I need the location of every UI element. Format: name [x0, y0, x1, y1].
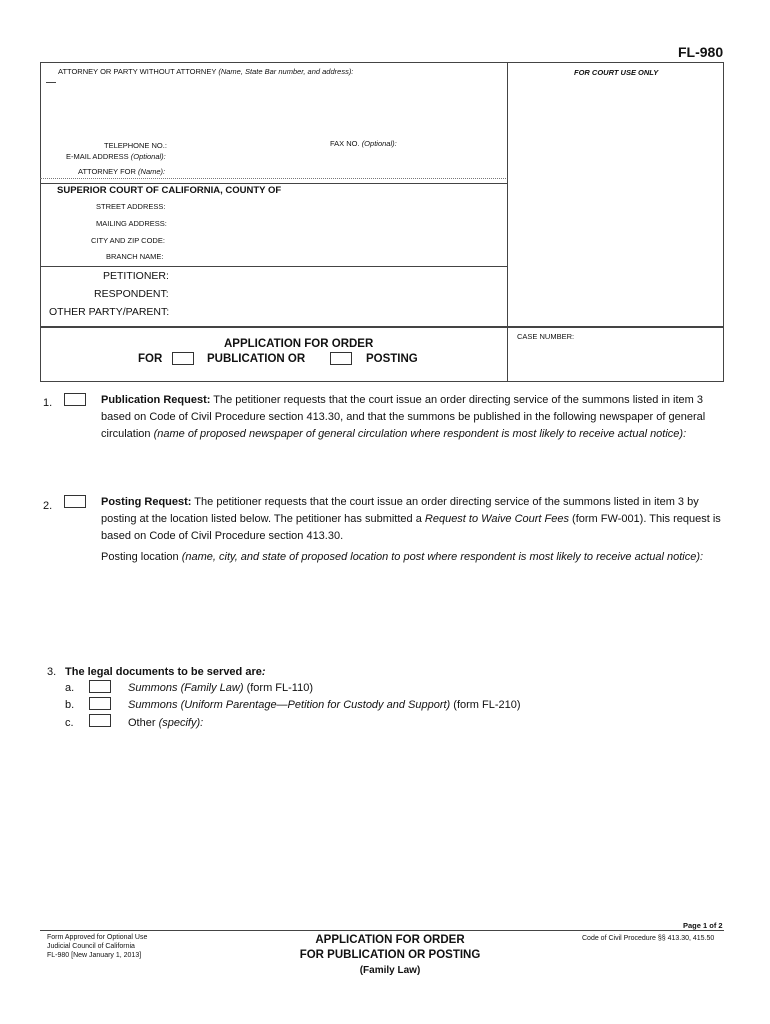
form-title: APPLICATION FOR ORDER	[224, 338, 374, 350]
attorney-for-label: ATTORNEY FOR (Name):	[78, 167, 166, 176]
parties-section-divider	[41, 327, 724, 328]
title-section-divider	[40, 326, 724, 327]
case-number-label: CASE NUMBER:	[517, 332, 575, 341]
item1-text: Publication Request: The petitioner requests that the court issue an order directing service of the summons listed in item 3 based on Code of Civil Procedure section 413.30, and that the summons be published in the following newspaper of general circulation (name of proposed newspaper of general circulation where respondent is most likely to receive actual notice):	[101, 394, 706, 440]
item2-text: Posting Request: The petitioner requests that the court issue an order directing service of the summons listed in item 3 by posting at the location listed below. The petitioner has submitted a Request to Waive Court Fees (form FW-001). This request is based on Code of Civil Procedure section 413.30.	[101, 496, 721, 542]
publication-checkbox[interactable]	[172, 352, 194, 365]
fax-label: FAX NO. (Optional):	[330, 139, 397, 148]
item3b-label: b.	[65, 699, 75, 711]
posting-location-label: Posting location (name, city, and state of proposed location to post where respondent is most likely to receive actual notice):	[101, 551, 704, 563]
footer-title-line1: APPLICATION FOR ORDER	[315, 934, 465, 946]
item3c-label: c.	[65, 717, 74, 729]
email-label: E-MAIL ADDRESS (Optional):	[66, 152, 166, 161]
footer-rule	[40, 930, 724, 931]
item3a-checkbox[interactable]	[89, 680, 111, 693]
court-use-label: FOR COURT USE ONLY	[574, 68, 659, 77]
telephone-label: TELEPHONE NO.:	[104, 141, 167, 150]
footer-title-line2: FOR PUBLICATION OR POSTING	[299, 949, 481, 961]
court-section-divider	[41, 266, 507, 267]
branch-name-label: BRANCH NAME:	[106, 252, 164, 261]
title-for: FOR	[138, 353, 163, 365]
city-zip-label: CITY AND ZIP CODE:	[91, 236, 165, 245]
item2-checkbox[interactable]	[64, 495, 86, 508]
item3-number: 3.	[47, 666, 57, 678]
attorney-dotted-rule	[40, 178, 506, 179]
form-approved-text: Form Approved for Optional Use	[47, 934, 148, 941]
item3a-label: a.	[65, 682, 75, 694]
other-party-label: OTHER PARTY/PARENT:	[49, 306, 170, 318]
page-number: Page 1 of 2	[683, 921, 723, 930]
item1-checkbox[interactable]	[64, 393, 86, 406]
footer-title	[270, 933, 510, 978]
code-reference: Code of Civil Procedure §§ 413.30, 415.50	[582, 935, 715, 942]
item1-number: 1.	[43, 397, 53, 409]
title-publication: PUBLICATION OR	[207, 353, 306, 365]
attorney-label: ATTORNEY OR PARTY WITHOUT ATTORNEY (Name, State Bar number, and address):	[58, 67, 354, 76]
mailing-address-label: MAILING ADDRESS:	[96, 219, 167, 228]
footer-left	[47, 933, 147, 960]
form-number: FL-980	[678, 44, 724, 60]
street-address-label: STREET ADDRESS:	[96, 202, 166, 211]
petitioner-label: PETITIONER:	[103, 270, 169, 282]
item3b-text: Summons (Uniform Parentage—Petition for Custody and Support) (form FL-210)	[128, 699, 521, 711]
respondent-label: RESPONDENT:	[94, 288, 169, 300]
judicial-council-text: Judicial Council of California	[47, 943, 135, 950]
posting-checkbox[interactable]	[330, 352, 352, 365]
title-posting: POSTING	[366, 353, 418, 365]
court-use-divider	[507, 63, 508, 381]
attorney-section-divider	[41, 183, 507, 184]
item3a-text: Summons (Family Law) (form FL-110)	[128, 682, 314, 694]
form-revision-text: FL-980 [New January 1, 2013]	[47, 952, 142, 959]
item3b-checkbox[interactable]	[89, 697, 111, 710]
attorney-mark	[46, 82, 56, 83]
item2-number: 2.	[43, 500, 53, 512]
item3-heading: The legal documents to be served are:	[65, 666, 266, 678]
item3c-text: Other (specify):	[128, 717, 204, 729]
item3c-checkbox[interactable]	[89, 714, 111, 727]
court-title: SUPERIOR COURT OF CALIFORNIA, COUNTY OF	[57, 185, 282, 196]
footer-title-line3: (Family Law)	[359, 965, 421, 976]
